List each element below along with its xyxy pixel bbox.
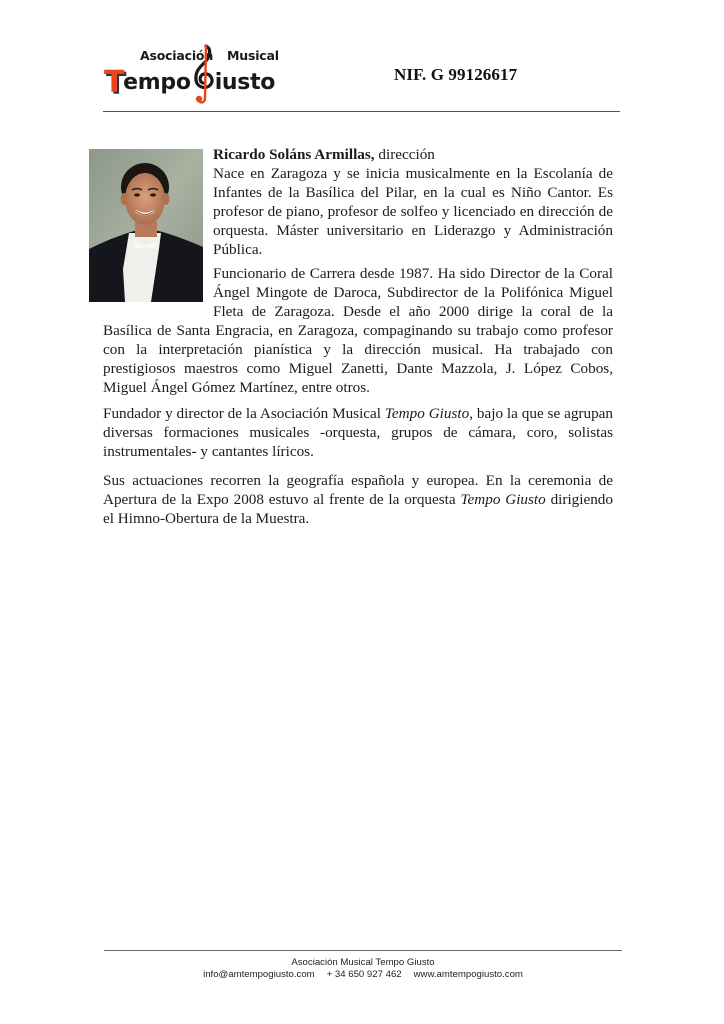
logo-word-asociacion: Asociación: [140, 48, 214, 63]
page-footer: [104, 957, 622, 981]
footer-divider: [104, 950, 622, 951]
ensemble-name: Tempo Giusto: [460, 491, 546, 508]
paragraph-3-text-before: Fundador y director de la Asociación Musical: [103, 405, 385, 422]
footer-website[interactable]: www.amtempogiusto.com: [413, 969, 523, 980]
paragraph-4-text-before: Sus actuaciones recorren la geografía española y europea. En la ceremonia de Apertura de la Expo 2008 estuvo al frente de la orquesta: [103, 472, 613, 508]
bio-paragraph-2: Funcionario de Carrera desde 1987. Ha sido Director de la Coral Ángel Mingote de Daroca, Subdirector de la Polifónica Miguel Fleta de Zaragoza. Desde el año 2000 dirige la coral de la Basílica de Santa Engracia, en Zaragoza, compaginando su trabajo como profesor con la interpretación pianística y la dirección musical. Ha trabajado con prestigiosos maestros como Miguel Zanetti, Dante Mazzola, J. López Cobos, Miguel Ángel Gómez Martínez, entre otros.: [103, 265, 613, 396]
bio-heading: [213, 145, 613, 164]
person-role: dirección: [374, 146, 435, 163]
treble-clef-icon: [191, 42, 217, 108]
person-name: Ricardo Soláns Armillas,: [213, 146, 375, 163]
logo-word-iusto: iusto: [214, 70, 276, 95]
bio-paragraph-3: [103, 404, 613, 461]
footer-email[interactable]: info@amtempogiusto.com: [203, 969, 315, 980]
association-logo: [104, 40, 279, 110]
logo-main-line: [104, 62, 276, 100]
bio-paragraph-1: Nace en Zaragoza y se inicia musicalmente en la Escolanía de Infantes de la Basílica del Pilar, en la cual es Niño Cantor. Es profesor de piano, profesor de solfeo y licenciado en dirección de orquesta. Máster universitario en Liderazgo y Administración Pública.: [213, 165, 613, 258]
logo-word-musical: Musical: [227, 48, 279, 63]
ensemble-name: Tempo Giusto: [384, 405, 470, 422]
footer-organization: Asociación Musical Tempo Giusto: [291, 957, 435, 968]
logo-word-empo: empo: [123, 70, 191, 95]
header-divider: [103, 111, 620, 112]
bio-paragraph-2-wrapper: [103, 264, 613, 397]
footer-contact-line: [104, 969, 622, 981]
logo-letter-t: T: [104, 65, 125, 100]
bio-intro: [213, 145, 613, 259]
paragraph-3-text-after: , bajo la que se agrupan diversas formaciones musicales -orquesta, grupos de cámara, coro, solistas instrumentales- y cantantes líricos.: [103, 405, 613, 460]
tax-id: NIF. G 99126617: [394, 65, 518, 84]
bio-paragraph-4: [103, 471, 613, 528]
paragraph-4-text-after: dirigiendo el Himno-Obertura de la Muestra.: [103, 491, 613, 527]
footer-phone: + 34 650 927 462: [326, 969, 402, 980]
